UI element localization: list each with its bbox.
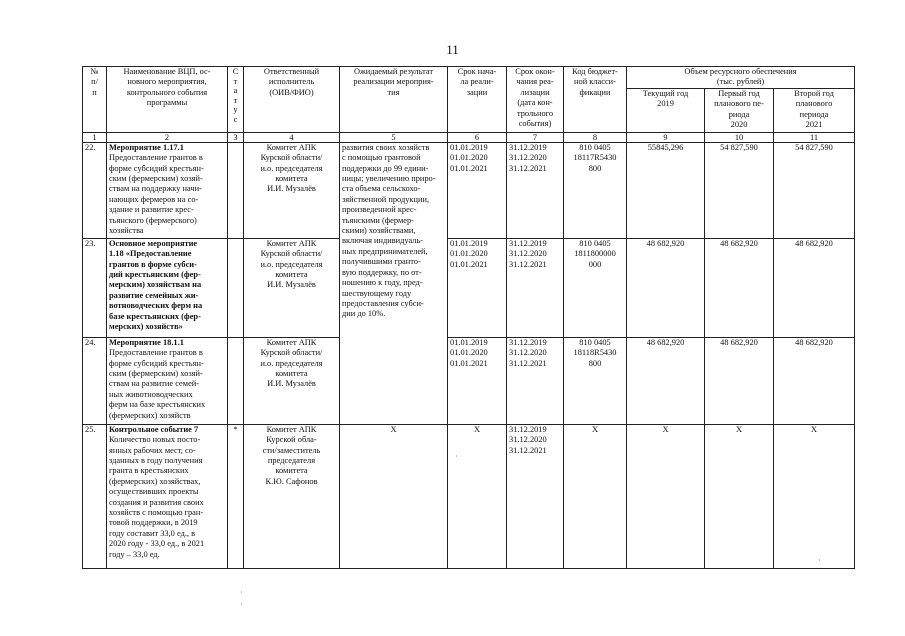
text-line: 31.12.2019: [509, 238, 547, 248]
text-line: Предоставление грантов в: [109, 153, 203, 163]
text-line: комитета: [275, 466, 308, 476]
text-line: Курской обла-: [266, 435, 317, 445]
text-line: 800: [588, 163, 602, 173]
row-2019: 55845,296: [627, 142, 705, 238]
table-row: [83, 142, 855, 238]
text-line: базе крестьянских (фер-: [109, 311, 201, 321]
column-number: 8: [564, 132, 627, 142]
text-line: ским (фермерским) хозяй-: [109, 174, 203, 184]
header-name: [107, 67, 228, 133]
row-name: [107, 142, 228, 238]
text-line: 01.01.2019: [450, 238, 488, 248]
row-end: [507, 337, 564, 424]
row-kbk: Х: [564, 424, 627, 568]
row-kbk: [564, 337, 627, 424]
text-line: комитета: [275, 270, 308, 280]
row-end: [507, 238, 564, 337]
text-line: с: [233, 114, 238, 124]
text-line: (фермерских) хозяйствах,: [109, 476, 201, 486]
header-result: [340, 67, 448, 133]
text-line: произведенной крес-: [342, 205, 417, 215]
row-number: 25.: [83, 424, 107, 568]
text-line: 31.12.2020: [509, 153, 547, 163]
text-line: программы: [146, 98, 188, 108]
text-line: 01.01.2020: [450, 153, 488, 163]
text-line: Второй год: [794, 88, 834, 98]
row-2021: 48 682,920: [774, 337, 855, 424]
text-line: планового: [795, 99, 833, 109]
text-line: зации: [466, 87, 488, 97]
text-line: Срок нача-: [457, 67, 497, 76]
row-status: *: [228, 424, 244, 568]
text-line: события): [518, 119, 552, 129]
merged-expected-result: [340, 142, 448, 424]
scan-speck: ·: [455, 452, 458, 461]
text-line: зданных в году получения: [109, 456, 203, 466]
text-line: сти/заместитель: [262, 445, 321, 455]
text-line: 31.12.2021: [509, 358, 547, 368]
text-line: 31.12.2021: [509, 259, 547, 269]
table-row: [83, 424, 855, 568]
column-number: 5: [340, 132, 448, 142]
text-line: ницы; увеличению приро-: [342, 174, 436, 184]
text-line: осуществивших проекты: [109, 487, 199, 497]
table-row: [83, 337, 855, 424]
row-end: [507, 424, 564, 568]
text-line: а: [233, 86, 238, 96]
text-line: хозяйства: [109, 226, 144, 236]
text-line: развитие семейных жи-: [109, 290, 199, 300]
row-status: [228, 238, 244, 337]
text-line: Код бюджет-: [572, 67, 618, 76]
header-num: [83, 67, 107, 133]
text-line: 31.12.2021: [509, 445, 547, 455]
text-line: 000: [588, 259, 602, 269]
text-line: тьянского (фермерского): [109, 215, 197, 225]
column-number: 7: [507, 132, 564, 142]
text-line: дий крестьянским (фер-: [109, 270, 201, 280]
text-line: поддержки до 99 едини-: [342, 163, 429, 173]
text-line: Ответственный: [263, 67, 320, 76]
row-2020: 48 682,920: [705, 337, 774, 424]
text-line: Комитет АПК: [266, 142, 317, 152]
scan-speck: ·: [240, 588, 243, 597]
row-start: [448, 142, 507, 238]
text-line: Ожидаемый результат: [353, 67, 434, 76]
text-line: грантов в форме субси-: [109, 259, 197, 269]
text-line: Комитет АПК: [266, 424, 317, 434]
text-line: 31.12.2021: [509, 163, 547, 173]
text-line: здание и развитие крес-: [109, 205, 194, 215]
text-line: новного мероприятия,: [127, 77, 207, 87]
header-status: [228, 67, 244, 133]
row-number: 22.: [83, 142, 107, 238]
text-line: периода: [799, 109, 829, 119]
text-line: форме субсидий крестьян-: [109, 358, 204, 368]
text-line: 2020 году - 33,0 ед., в 2021: [109, 539, 205, 549]
text-line: Количество новых посто-: [109, 435, 201, 445]
row-number: 24.: [83, 337, 107, 424]
text-line: 810 0405: [579, 142, 611, 152]
text-line: мерским) хозяйствам на: [109, 280, 202, 290]
header-kbk: [564, 67, 627, 133]
text-line: Курской области/: [260, 249, 323, 259]
text-line: гранта в крестьянских: [109, 466, 189, 476]
column-number-row: [83, 132, 855, 142]
text-line: ношению к году, пред-: [342, 278, 423, 288]
row-2019: Х: [627, 424, 705, 568]
row-2021: 48 682,920: [774, 238, 855, 337]
text-line: трольного: [516, 108, 554, 118]
text-line: Текущий год: [642, 88, 689, 98]
column-number: 1: [83, 132, 107, 142]
row-description: [109, 348, 225, 421]
text-line: (фермерских) хозяйств: [109, 410, 191, 420]
text-line: планового пе-: [714, 99, 764, 109]
text-line: 31.12.2020: [509, 348, 547, 358]
text-line: вую поддержку, по от-: [342, 267, 422, 277]
text-line: 31.12.2019: [509, 337, 547, 347]
column-number: 6: [448, 132, 507, 142]
row-description: [109, 153, 225, 236]
row-kbk: [564, 142, 627, 238]
text-line: мерских) хозяйств»: [109, 322, 183, 332]
text-line: комитета: [275, 369, 308, 379]
text-line: товой поддержки, в 2019: [109, 518, 198, 528]
text-line: 01.01.2020: [450, 249, 488, 259]
header-executor: [244, 67, 340, 133]
text-line: хозяйств с помощью гран-: [109, 508, 204, 518]
row-2019: 48 682,920: [627, 238, 705, 337]
row-start: [448, 337, 507, 424]
text-line: 1811800000: [574, 249, 616, 259]
text-line: ским (фермерским) хозяй-: [109, 369, 203, 379]
text-line: ствам на поддержку начи-: [109, 184, 202, 194]
row-name: [107, 337, 228, 424]
text-line: и.о. председателя: [260, 358, 323, 368]
row-result: Х: [340, 424, 448, 568]
row-start: Х: [448, 424, 507, 568]
table-row: [83, 238, 855, 337]
text-line: 01.01.2019: [450, 142, 488, 152]
row-executor: [244, 142, 340, 238]
text-line: дии до 10%.: [342, 309, 386, 319]
row-number: 23.: [83, 238, 107, 337]
text-line: 31.12.2020: [509, 435, 547, 445]
text-line: и.о. председателя: [260, 163, 323, 173]
text-line: лизации: [520, 87, 550, 97]
text-line: Предоставление грантов в: [109, 348, 203, 358]
text-line: 18117R5430: [573, 153, 617, 163]
text-line: ных животноводческих: [109, 389, 193, 399]
text-line: ста объема сельскохо-: [342, 184, 421, 194]
column-number: 9: [627, 132, 705, 142]
text-line: ферм на базе крестьянских: [109, 400, 206, 410]
text-line: шествующему году: [342, 288, 412, 298]
row-description: [109, 435, 225, 560]
text-line: т: [233, 76, 238, 86]
text-line: (дата кон-: [517, 98, 553, 108]
text-line: (тыс. рублей): [716, 77, 765, 87]
row-2021: Х: [774, 424, 855, 568]
text-line: №: [90, 67, 99, 76]
text-line: 2021: [805, 120, 823, 130]
row-title: [107, 238, 228, 337]
row-name: [107, 424, 228, 568]
text-line: И.И. Музалёв: [267, 184, 316, 194]
row-end: [507, 142, 564, 238]
text-line: форме субсидий крестьян-: [109, 163, 204, 173]
text-line: Основное мероприятие: [109, 238, 198, 248]
text-line: 01.01.2021: [450, 163, 488, 173]
text-line: зяйственной продукции,: [342, 194, 430, 204]
text-line: п/: [91, 77, 98, 87]
page-number: 11: [446, 42, 459, 57]
text-line: риода: [728, 109, 750, 119]
text-line: году составит 33,0 ед., в: [109, 528, 196, 538]
text-line: председателя: [267, 456, 316, 466]
header-2021: [774, 88, 855, 132]
text-line: 31.12.2019: [509, 424, 547, 434]
row-2020: Х: [705, 424, 774, 568]
text-line: Объем ресурсного обеспечения: [684, 67, 797, 76]
resource-table: [82, 66, 855, 569]
text-line: 810 0405: [579, 238, 611, 248]
row-2019: 48 682,920: [627, 337, 705, 424]
text-line: 800: [588, 358, 602, 368]
text-line: Первый год: [718, 88, 760, 98]
text-line: 2020: [730, 120, 748, 130]
text-line: ных предпринимателей,: [342, 246, 428, 256]
text-line: ной класси-: [574, 77, 616, 87]
text-line: Курской области/: [260, 153, 323, 163]
text-line: (ОИВ/ФИО): [269, 87, 314, 97]
header-start: [448, 67, 507, 133]
text-line: и.о. председателя: [260, 259, 323, 269]
column-number: 11: [774, 132, 855, 142]
text-line: янных рабочих мест, со-: [109, 445, 196, 455]
column-number: 2: [107, 132, 228, 142]
text-line: тия: [387, 87, 400, 97]
text-line: фикации: [579, 87, 611, 97]
text-line: 01.01.2020: [450, 348, 488, 358]
text-line: п: [92, 87, 97, 97]
text-line: т: [233, 95, 238, 105]
text-line: чания реа-: [516, 77, 554, 87]
row-status: [228, 337, 244, 424]
text-line: включая индивидуаль-: [342, 236, 424, 246]
text-line: К.Ю. Сафонов: [265, 476, 318, 486]
row-title: Контрольное событие 7: [109, 424, 199, 434]
text-line: нающих фермеров на со-: [109, 194, 199, 204]
scan-speck: ·: [818, 556, 821, 565]
column-number: 3: [228, 132, 244, 142]
text-line: 31.12.2020: [509, 249, 547, 259]
row-title: Мероприятие 1.17.1: [109, 142, 184, 152]
text-line: 1.18 «Предоставление: [109, 249, 192, 259]
text-line: 01.01.2019: [450, 337, 488, 347]
text-line: С: [232, 67, 239, 76]
text-line: году – 33,0 ед.: [109, 549, 160, 559]
text-line: ла реали-: [460, 77, 494, 87]
text-line: ствам на развитие семей-: [109, 379, 200, 389]
row-2021: 54 827,590: [774, 142, 855, 238]
text-line: развития своих хозяйств: [342, 142, 430, 152]
text-line: И.И. Музалёв: [267, 379, 316, 389]
text-line: 31.12.2019: [509, 142, 547, 152]
text-line: Курской области/: [260, 348, 323, 358]
text-line: 2019: [657, 99, 674, 109]
header-end: [507, 67, 564, 133]
row-kbk: [564, 238, 627, 337]
scan-speck: ·: [240, 600, 243, 609]
header-resource-group: [627, 67, 855, 89]
text-line: тьянскими (фермер-: [342, 215, 414, 225]
row-executor: [244, 238, 340, 337]
text-line: реализации мероприя-: [353, 77, 434, 87]
row-executor: [244, 337, 340, 424]
text-line: Наименование ВЦП, ос-: [123, 67, 211, 76]
row-status: [228, 142, 244, 238]
text-line: И.И. Музалёв: [267, 280, 316, 290]
text-line: исполнитель: [268, 77, 315, 87]
text-line: вотноводческих ферм на: [109, 301, 203, 311]
text-line: контрольного события: [126, 87, 208, 97]
text-line: получившими гранто-: [342, 257, 421, 267]
text-line: предоставления субси-: [342, 298, 424, 308]
row-title: Мероприятие 18.1.1: [109, 337, 184, 347]
text-line: у: [233, 105, 238, 115]
text-line: 810 0405: [579, 337, 611, 347]
column-number: 4: [244, 132, 340, 142]
text-line: 01.01.2021: [450, 259, 488, 269]
text-line: скими) хозяйствами,: [342, 226, 416, 236]
text-line: Срок окон-: [515, 67, 555, 76]
text-line: с помощью грантовой: [342, 153, 421, 163]
row-start: [448, 238, 507, 337]
text-line: комитета: [275, 174, 308, 184]
row-2020: 48 682,920: [705, 238, 774, 337]
text-line: Комитет АПК: [266, 238, 317, 248]
column-number: 10: [705, 132, 774, 142]
text-line: 18118R5430: [573, 348, 617, 358]
row-executor: [244, 424, 340, 568]
header-2020: [705, 88, 774, 132]
text-line: создания и развития своих: [109, 497, 204, 507]
header-2019: [627, 88, 705, 132]
text-line: Комитет АПК: [266, 337, 317, 347]
text-line: 01.01.2021: [450, 358, 488, 368]
row-2020: 54 827,590: [705, 142, 774, 238]
